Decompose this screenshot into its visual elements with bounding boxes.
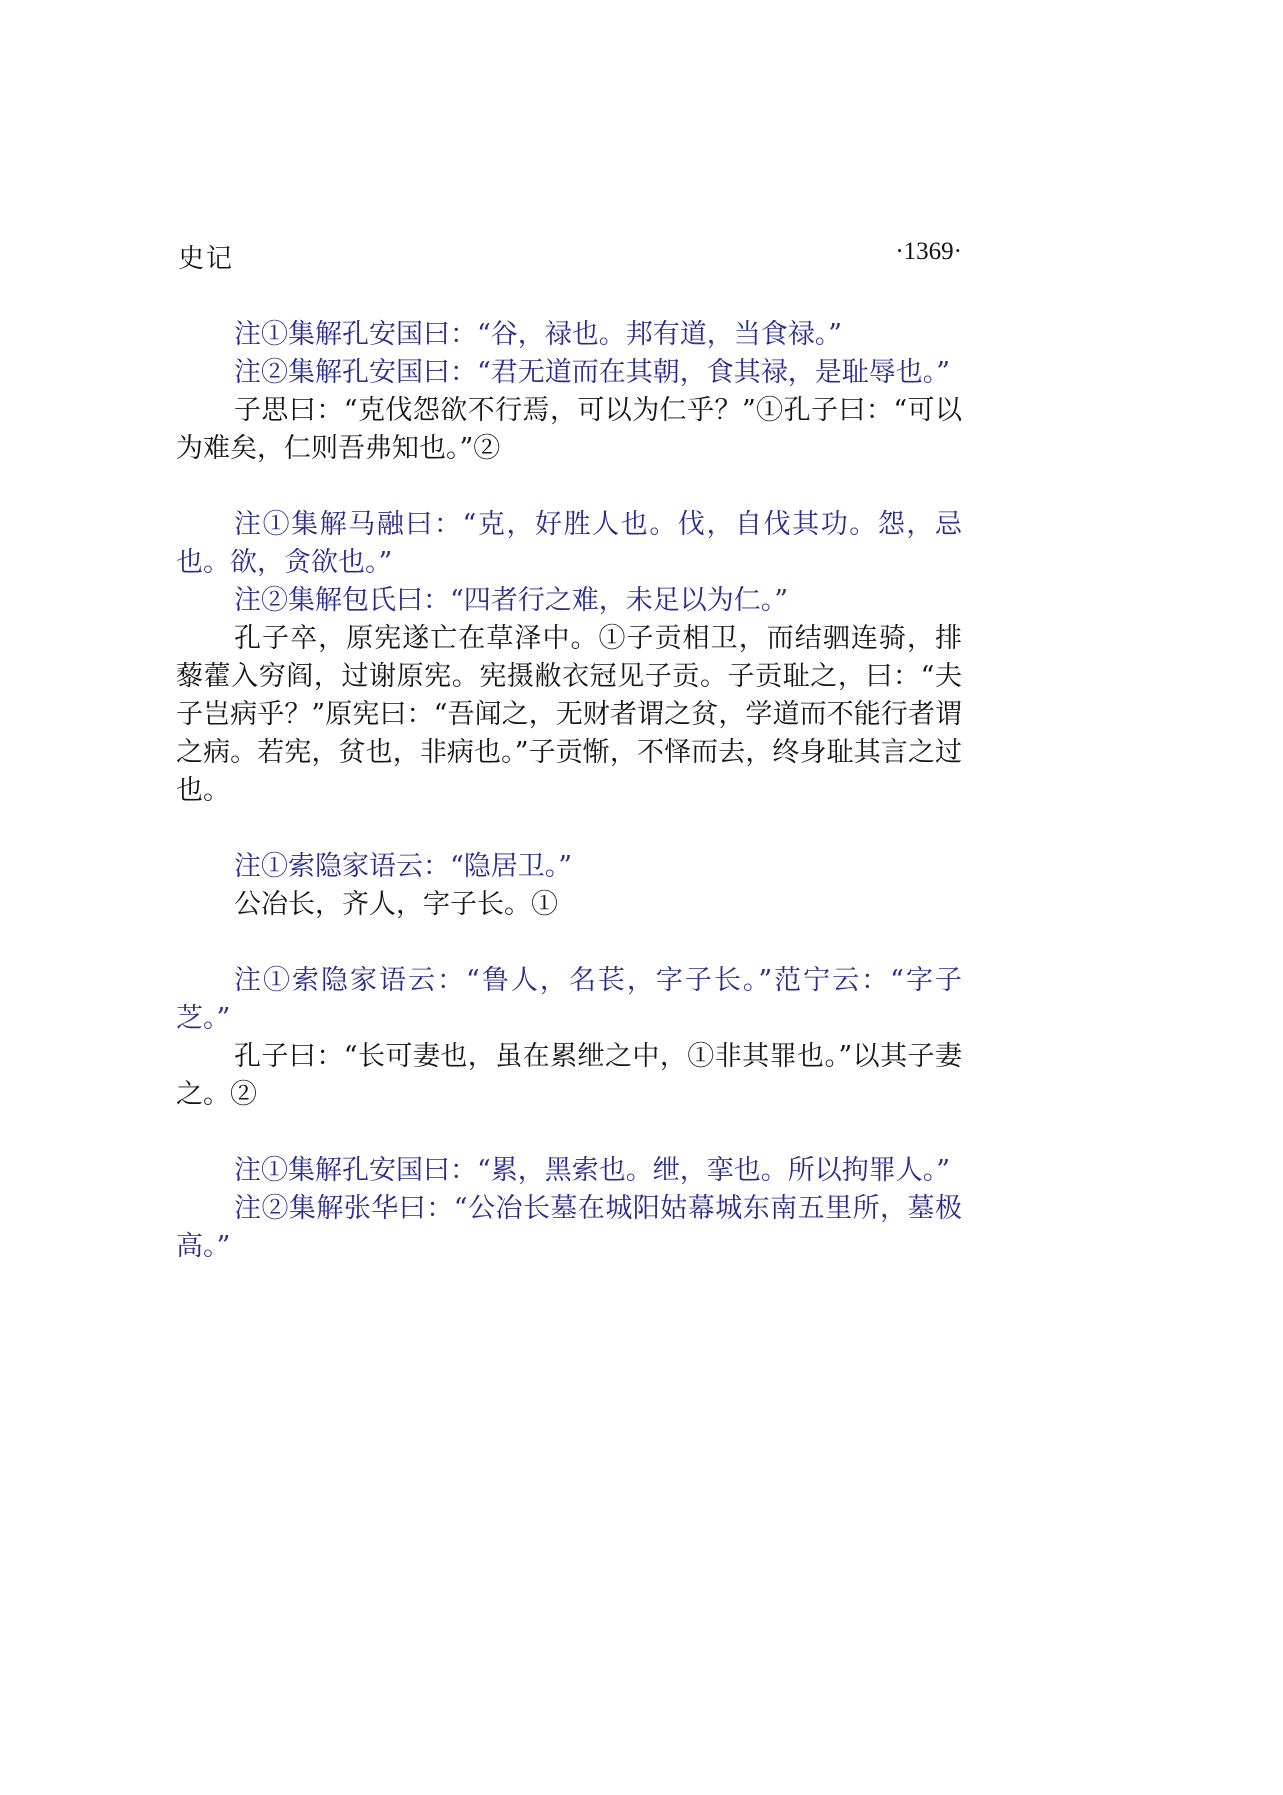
annotation-paragraph: 注②集解包氏曰：“四者行之难，未足以为仁。” bbox=[234, 585, 789, 616]
page-number: ·1369· bbox=[895, 238, 962, 265]
annotation-paragraph: 注②集解孔安国曰：“君无道而在其朝，食其禄，是耻辱也。” bbox=[234, 357, 951, 388]
annotation-paragraph: 注②集解张华曰：“公冶长墓在城阳姑幕城东南五里所，墓极高。” bbox=[176, 1193, 962, 1262]
text-paragraph: 公冶长，齐人，字子长。① bbox=[234, 889, 558, 920]
annotation-paragraph: 注①集解孔安国曰：“谷，禄也。邦有道，当食禄。” bbox=[234, 319, 843, 350]
book-title: 史记 bbox=[178, 244, 235, 274]
annotation-paragraph: 注①索隐家语云：“鲁人，名苌，字子长。”范宁云：“字子芝。” bbox=[176, 965, 962, 1034]
page-header bbox=[178, 238, 962, 274]
paragraph-spacer bbox=[176, 810, 962, 848]
paragraph-spacer bbox=[176, 1114, 962, 1152]
annotation-paragraph: 注①索隐家语云：“隐居卫。” bbox=[234, 851, 573, 882]
annotation-paragraph: 注①集解孔安国曰：“累，黑索也。绁，挛也。所以拘罪人。” bbox=[234, 1155, 951, 1186]
paragraph-spacer bbox=[176, 468, 962, 506]
annotation-paragraph: 注①集解马融曰：“克，好胜人也。伐，自伐其功。怨，忌也。欲，贪欲也。” bbox=[176, 509, 962, 578]
text-paragraph: 子思曰：“克伐怨欲不行焉，可以为仁乎？”①孔子曰：“可以为难矣，仁则吾弗知也。”② bbox=[176, 395, 962, 464]
page-body bbox=[176, 316, 962, 1266]
text-paragraph: 孔子曰：“长可妻也，虽在累绁之中，①非其罪也。”以其子妻之。② bbox=[176, 1041, 962, 1110]
text-paragraph: 孔子卒，原宪遂亡在草泽中。①子贡相卫，而结驷连骑，排藜藿入穷阎，过谢原宪。宪摄敝衣冠见子贡。子贡耻之，曰：“夫子岂病乎？”原宪曰：“吾闻之，无财者谓之贫，学道而不能行者谓之病。若宪，贫也，非病也。”子贡惭，不怿而去，终身耻其言之过也。 bbox=[176, 623, 962, 806]
paragraph-spacer bbox=[176, 924, 962, 962]
